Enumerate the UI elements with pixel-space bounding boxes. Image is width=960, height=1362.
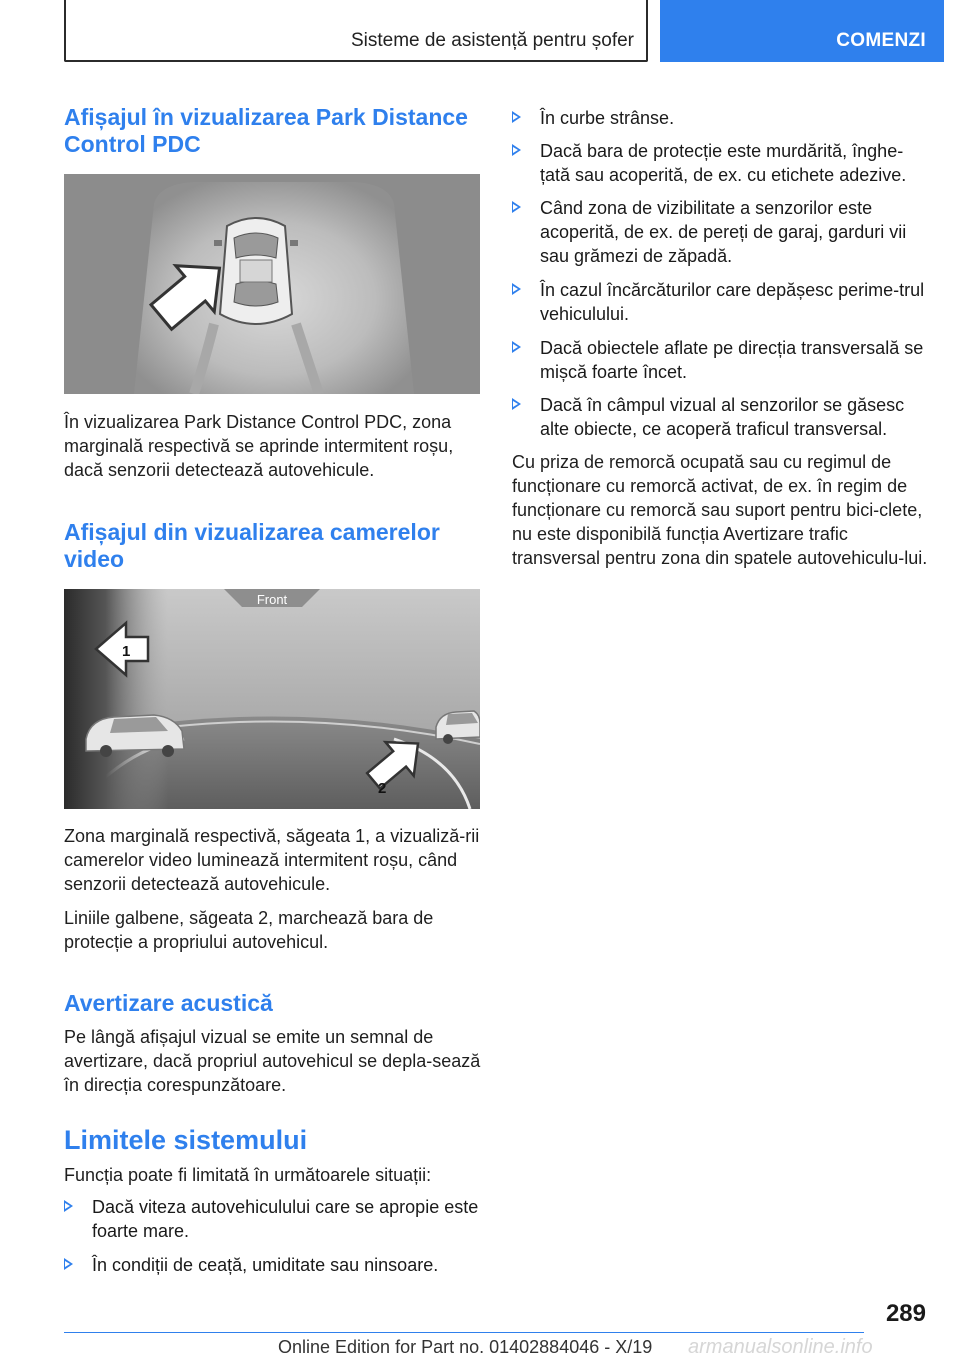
list-item: În condiții de ceață, umiditate sau ninsoare.: [64, 1253, 484, 1277]
heading-system-limits: Limitele sistemului: [64, 1125, 308, 1155]
bullet-triangle-icon: [512, 201, 521, 213]
camera-view-illustration: [64, 589, 480, 809]
heading-acoustic-warning: Avertizare acustică: [64, 990, 273, 1016]
bullet-triangle-icon: [64, 1200, 73, 1212]
paragraph-camera-2: Liniile galbene, săgeata 2, marchează bara de protecție a propriului autovehicul.: [64, 908, 434, 952]
bullet-triangle-icon: [64, 1258, 73, 1270]
bullet-triangle-icon: [512, 341, 521, 353]
paragraph-acoustic-warning: Pe lângă afișajul vizual se emite un semnal de avertizare, dacă propriul autovehicul se depla-sează în direcția corespunzătoare.: [64, 1027, 481, 1095]
bullet-triangle-icon: [512, 283, 521, 295]
bullet-triangle-icon: [512, 144, 521, 156]
footer-watermark: armanualsonline.info: [688, 1336, 873, 1358]
page-number: 289: [885, 1300, 926, 1327]
bullet-triangle-icon: [512, 111, 521, 123]
camera-car-left: [86, 715, 184, 757]
footer-divider: [64, 1332, 864, 1333]
paragraph-system-limits: Funcția poate fi limitată în următoarele situații:: [64, 1165, 432, 1185]
paragraph-trailer: Cu priza de remorcă ocupată sau cu regimul de funcționare cu remorcă activat, de ex. în regim de funcționare cu remorcă sau suport pentru bici-clete, nu este disponibilă funcția Avertizare trafic transversal pentru zona din spatele autovehiculu-lui.: [512, 452, 928, 568]
camera-front-label: Front: [256, 592, 288, 607]
list-item: Dacă obiectele aflate pe direcția transversală se mișcă foarte încet.: [512, 336, 930, 384]
list-item: În curbe strânse.: [512, 106, 930, 130]
header-section-title: Sisteme de asistență pentru șofer: [350, 30, 634, 51]
svg-text:1: 1: [122, 643, 131, 660]
svg-text:2: 2: [378, 780, 387, 797]
paragraph-pdc-view: În vizualizarea Park Distance Control PDC, zona marginală respectivă se aprinde intermitent roșu, dacă senzorii detectează autovehicule.: [64, 412, 454, 480]
list-item: Dacă în câmpul vizual al senzorilor se găsesc alte obiecte, ce acoperă traficul transversal.: [512, 393, 930, 441]
pdc-view-illustration: [64, 174, 480, 394]
header-section-box: [64, 0, 648, 62]
paragraph-camera-1: Zona marginală respectivă, săgeata 1, a vizualiză-rii camerelor video luminează intermitent roșu, când senzorii detectează autovehicule.: [64, 826, 480, 894]
heading-camera-view: Afișajul din vizualizarea camerelor video: [64, 519, 440, 572]
header-tab-label: COMENZI: [836, 30, 926, 51]
list-item: În cazul încărcăturilor care depășesc perime-trul vehiculului.: [512, 278, 930, 326]
list-item: Când zona de vizibilitate a senzorilor este acoperită, de ex. de pereți de garaj, garduri vii sau grămezi de zăpadă.: [512, 196, 930, 268]
footer-edition: Online Edition for Part no. 01402884046 - X/19: [278, 1337, 653, 1357]
bullet-triangle-icon: [512, 398, 521, 410]
list-item: Dacă bara de protecție este murdărită, înghe-țată sau acoperită, de ex. cu etichete adezive.: [512, 139, 930, 187]
heading-pdc-view: Afișajul în vizualizarea Park Distance Control PDC: [64, 104, 468, 157]
header-tab[interactable]: [660, 0, 944, 62]
list-item: Dacă viteza autovehiculului care se apropie este foarte mare.: [64, 1195, 484, 1243]
